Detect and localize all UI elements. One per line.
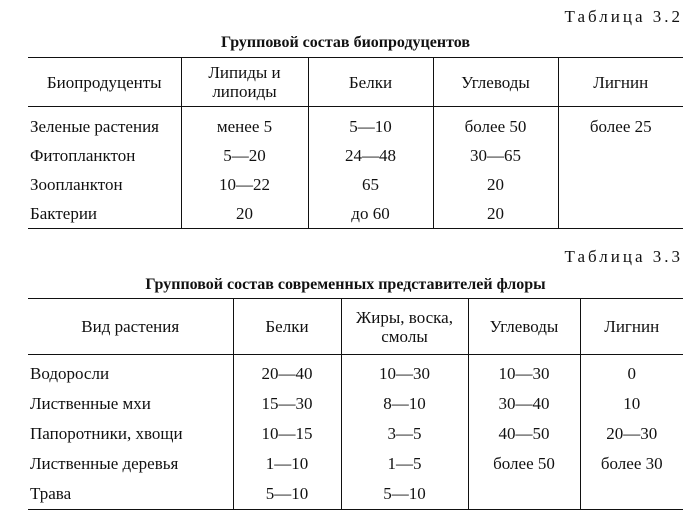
table-cell: Зоопланктон — [30, 174, 123, 194]
table-cell: Лиственные деревья — [30, 454, 179, 473]
table-cell: 5—20 — [181, 141, 308, 170]
table-row — [28, 449, 683, 479]
table-row — [28, 355, 683, 390]
table-title-3-2: Групповой состав биопродуцентов — [221, 34, 470, 51]
table-cell: 5—10 — [341, 479, 468, 510]
table-cell: 5—10 — [308, 107, 433, 142]
table-cell: 65 — [308, 170, 433, 199]
column-header: Жиры, воска, смолы — [341, 299, 468, 355]
table-cell: 30—65 — [433, 141, 558, 170]
table-cell: Папоротники, хвощи — [30, 424, 183, 443]
table-cell: Бактерии — [28, 199, 181, 229]
column-header: Углеводы — [468, 299, 580, 355]
table-cell: Трава — [28, 479, 233, 510]
table-cell: 20 — [433, 170, 558, 199]
table-cell: 10—15 — [233, 419, 341, 449]
table-cell: 30—40 — [468, 389, 580, 419]
column-header: Вид растения — [28, 299, 233, 355]
column-header: Лигнин — [558, 58, 683, 107]
flora-composition-table — [28, 298, 683, 510]
table-cell: 40—50 — [468, 419, 580, 449]
column-header: Биопродуценты — [28, 58, 181, 107]
table-cell: 10—30 — [341, 355, 468, 390]
table-row — [28, 389, 683, 419]
column-header: Лигнин — [580, 299, 683, 355]
table-cell — [558, 170, 683, 199]
column-header: Углеводы — [433, 58, 558, 107]
table-cell: менее 5 — [181, 107, 308, 142]
table-cell: 20 — [433, 199, 558, 229]
table-cell — [558, 141, 683, 170]
table-cell: более 30 — [580, 449, 683, 479]
table-cell: 15—30 — [233, 389, 341, 419]
table-cell: 1—10 — [233, 449, 341, 479]
table-cell: 0 — [580, 355, 683, 390]
table-cell: 1—5 — [341, 449, 468, 479]
table-cell: Фитопланктон — [30, 145, 136, 165]
table-row — [28, 107, 683, 142]
table-cell: 10—22 — [181, 170, 308, 199]
table-row — [28, 479, 683, 510]
table-cell: более 25 — [558, 107, 683, 142]
table-row — [28, 170, 683, 199]
table-label-3-3: Таблица 3.3 — [564, 247, 683, 266]
table-cell — [580, 479, 683, 510]
table-cell: 20—30 — [580, 419, 683, 449]
table-cell: 5—10 — [233, 479, 341, 510]
table-cell — [468, 479, 580, 510]
table-label-3-2: Таблица 3.2 — [564, 7, 683, 26]
table-cell: Водоросли — [30, 364, 110, 383]
table-cell: Зеленые растения — [30, 116, 159, 136]
column-header: Белки — [233, 299, 341, 355]
column-header: Липиды и липоиды — [181, 58, 308, 107]
table-cell: до 60 — [308, 199, 433, 229]
table-cell: 3—5 — [341, 419, 468, 449]
table-row — [28, 419, 683, 449]
table-cell: более 50 — [468, 449, 580, 479]
table-header-row — [28, 299, 683, 355]
table-cell: 10—30 — [468, 355, 580, 390]
table-cell: более 50 — [433, 107, 558, 142]
table-row — [28, 199, 683, 229]
table-cell: 20 — [181, 199, 308, 229]
table-title-3-3: Групповой состав современных представителей флоры — [145, 276, 546, 293]
table-row — [28, 141, 683, 170]
column-header: Белки — [308, 58, 433, 107]
table-header-row — [28, 58, 683, 107]
table-cell: 20—40 — [233, 355, 341, 390]
table-cell: Лиственные мхи — [30, 394, 151, 413]
table-cell — [558, 199, 683, 229]
bioproducers-table — [28, 57, 683, 229]
table-cell: 8—10 — [341, 389, 468, 419]
table-cell: 10 — [580, 389, 683, 419]
table-cell: 24—48 — [308, 141, 433, 170]
